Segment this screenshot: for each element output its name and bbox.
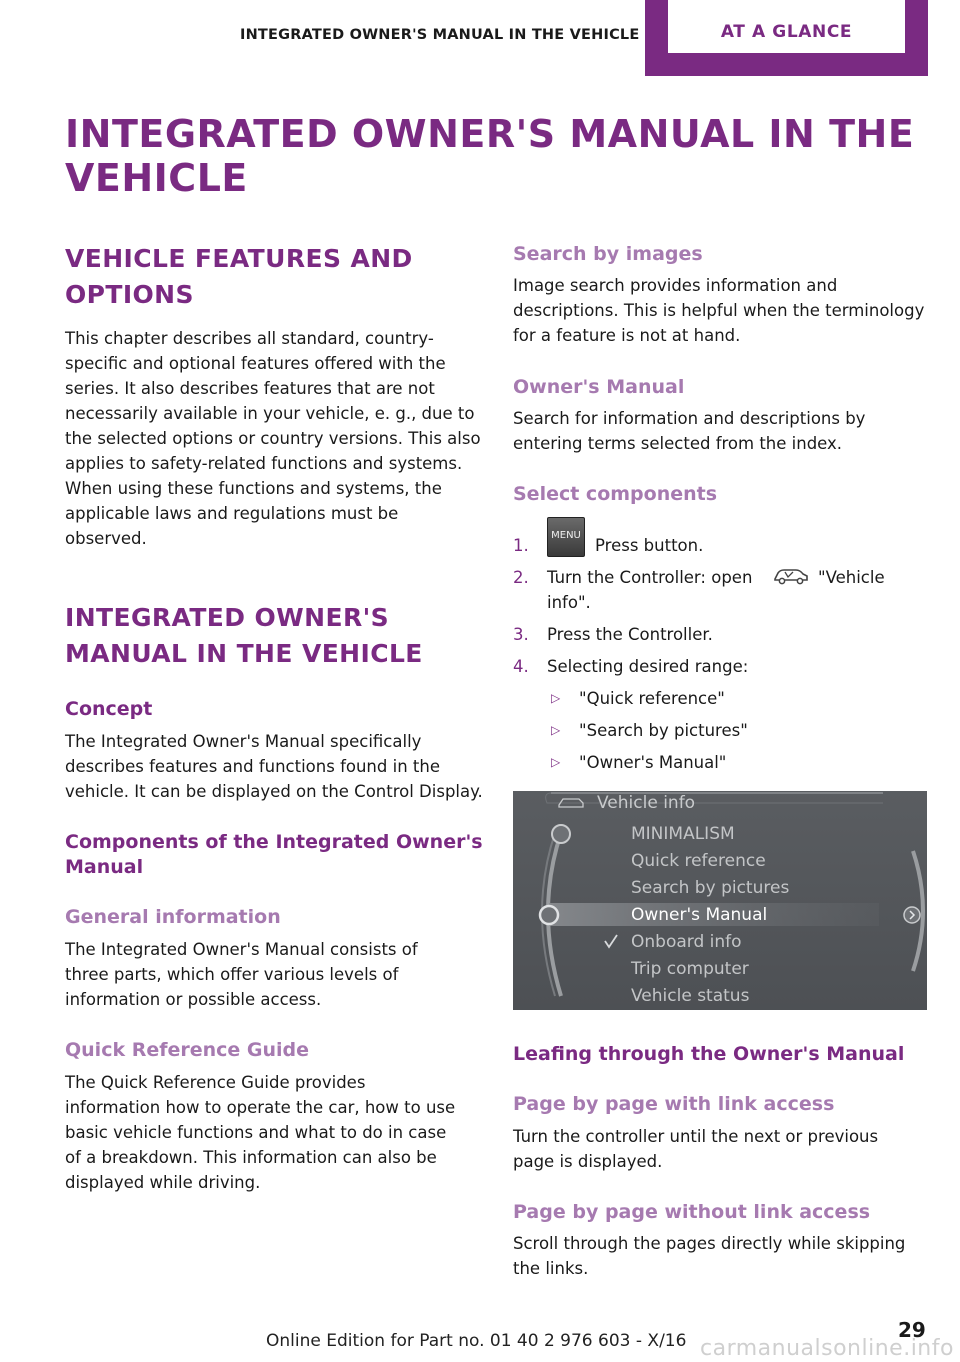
vehicle-info-icon: [772, 566, 810, 593]
control-display-screenshot: [513, 791, 927, 1010]
step-number: 1.: [513, 536, 529, 555]
heading-select-components: Select components: [513, 483, 718, 505]
heading-quick-reference: Quick Reference Guide: [65, 1039, 310, 1061]
screen-item-selected: Owner's Manual: [631, 905, 768, 925]
footer-edition: Online Edition for Part no. 01 40 2 976 603 - X/16: [266, 1331, 687, 1351]
heading-general-info: General information: [65, 906, 281, 928]
watermark: carmanualsonline.info: [700, 1336, 954, 1361]
page-title: INTEGRATED OWNER'S MANUAL IN THE VEHICLE: [65, 112, 915, 200]
running-header-title: INTEGRATED OWNER'S MANUAL IN THE VEHICLE: [240, 27, 640, 43]
paragraph-page-without-link: Scroll through the pages directly while skipping the links.: [513, 1234, 906, 1278]
heading-vehicle-features: VEHICLE FEATURES AND OPTIONS: [65, 244, 413, 309]
heading-components: Components of the Integrated Owner's Manual: [65, 831, 483, 878]
paragraph-quick-reference: The Quick Reference Guide provides information how to operate the car, how to use basic vehicle functions and what to do in case of a breakdown. This information can also be displayed while driving.: [65, 1073, 456, 1192]
step-text: Press the Controller.: [547, 625, 713, 644]
paragraph-general-info: The Integrated Owner's Manual consists of three parts, which offer various levels of information or possible access.: [65, 940, 418, 1009]
paragraph-page-with-link: Turn the controller until the next or previous page is displayed.: [513, 1127, 879, 1171]
step-text-quote: "Vehicle: [818, 568, 885, 587]
screen-item: Trip computer: [631, 959, 749, 979]
paragraph-vehicle-features: This chapter describes all standard, country-specific and optional features offered with the series. It also describes features that are not necessarily available in your vehicle, e. g., due to the selected options or country versions. This also applies to safety-related functions and systems. When using these functions and systems, the applicable laws and regulations must be observed.: [65, 329, 481, 548]
step-number: 4.: [513, 657, 529, 676]
screen-item: Quick reference: [631, 851, 766, 871]
heading-leafing: Leafing through the Owner's Manual: [513, 1043, 905, 1065]
heading-integrated-manual: INTEGRATED OWNER'S MANUAL IN THE VEHICLE: [65, 603, 423, 668]
step-text-cont: info".: [547, 593, 591, 612]
step-2: [513, 565, 931, 615]
screen-item: Onboard info: [631, 932, 742, 952]
heading-owners-manual: Owner's Manual: [513, 376, 685, 398]
paragraph-owners-manual: Search for information and descriptions by entering terms selected from the index.: [513, 409, 866, 453]
heading-page-with-link: Page by page with link access: [513, 1093, 835, 1115]
section-tab-label: AT A GLANCE: [720, 22, 853, 42]
screen-item: MINIMALISM: [631, 824, 735, 844]
page-number: 29: [898, 1318, 926, 1342]
menu-button-icon: MENU: [547, 517, 585, 557]
screen-item: Vehicle status: [631, 986, 750, 1006]
heading-concept: Concept: [65, 698, 153, 720]
paragraph-concept: The Integrated Owner's Manual specifically describes features and functions found in the vehicle. It can be displayed on the Control Display.: [65, 732, 483, 801]
paragraph-search-images: Image search provides information and descriptions. This is helpful when the terminology for a feature is not at hand.: [513, 276, 925, 345]
triangle-bullet-icon: ▷: [551, 691, 561, 705]
heading-page-without-link: Page by page without link access: [513, 1201, 871, 1223]
step-text: Turn the Controller: open: [547, 568, 753, 587]
step-number: 2.: [513, 568, 529, 587]
step-text: Selecting desired range:: [547, 657, 749, 676]
step-text: Press button.: [595, 536, 704, 555]
triangle-bullet-icon: ▷: [551, 755, 561, 769]
heading-search-images: Search by images: [513, 243, 703, 265]
triangle-bullet-icon: ▷: [551, 723, 561, 737]
step-number: 3.: [513, 625, 529, 644]
screen-title: Vehicle info: [597, 793, 696, 813]
screen-item: Search by pictures: [631, 878, 790, 898]
